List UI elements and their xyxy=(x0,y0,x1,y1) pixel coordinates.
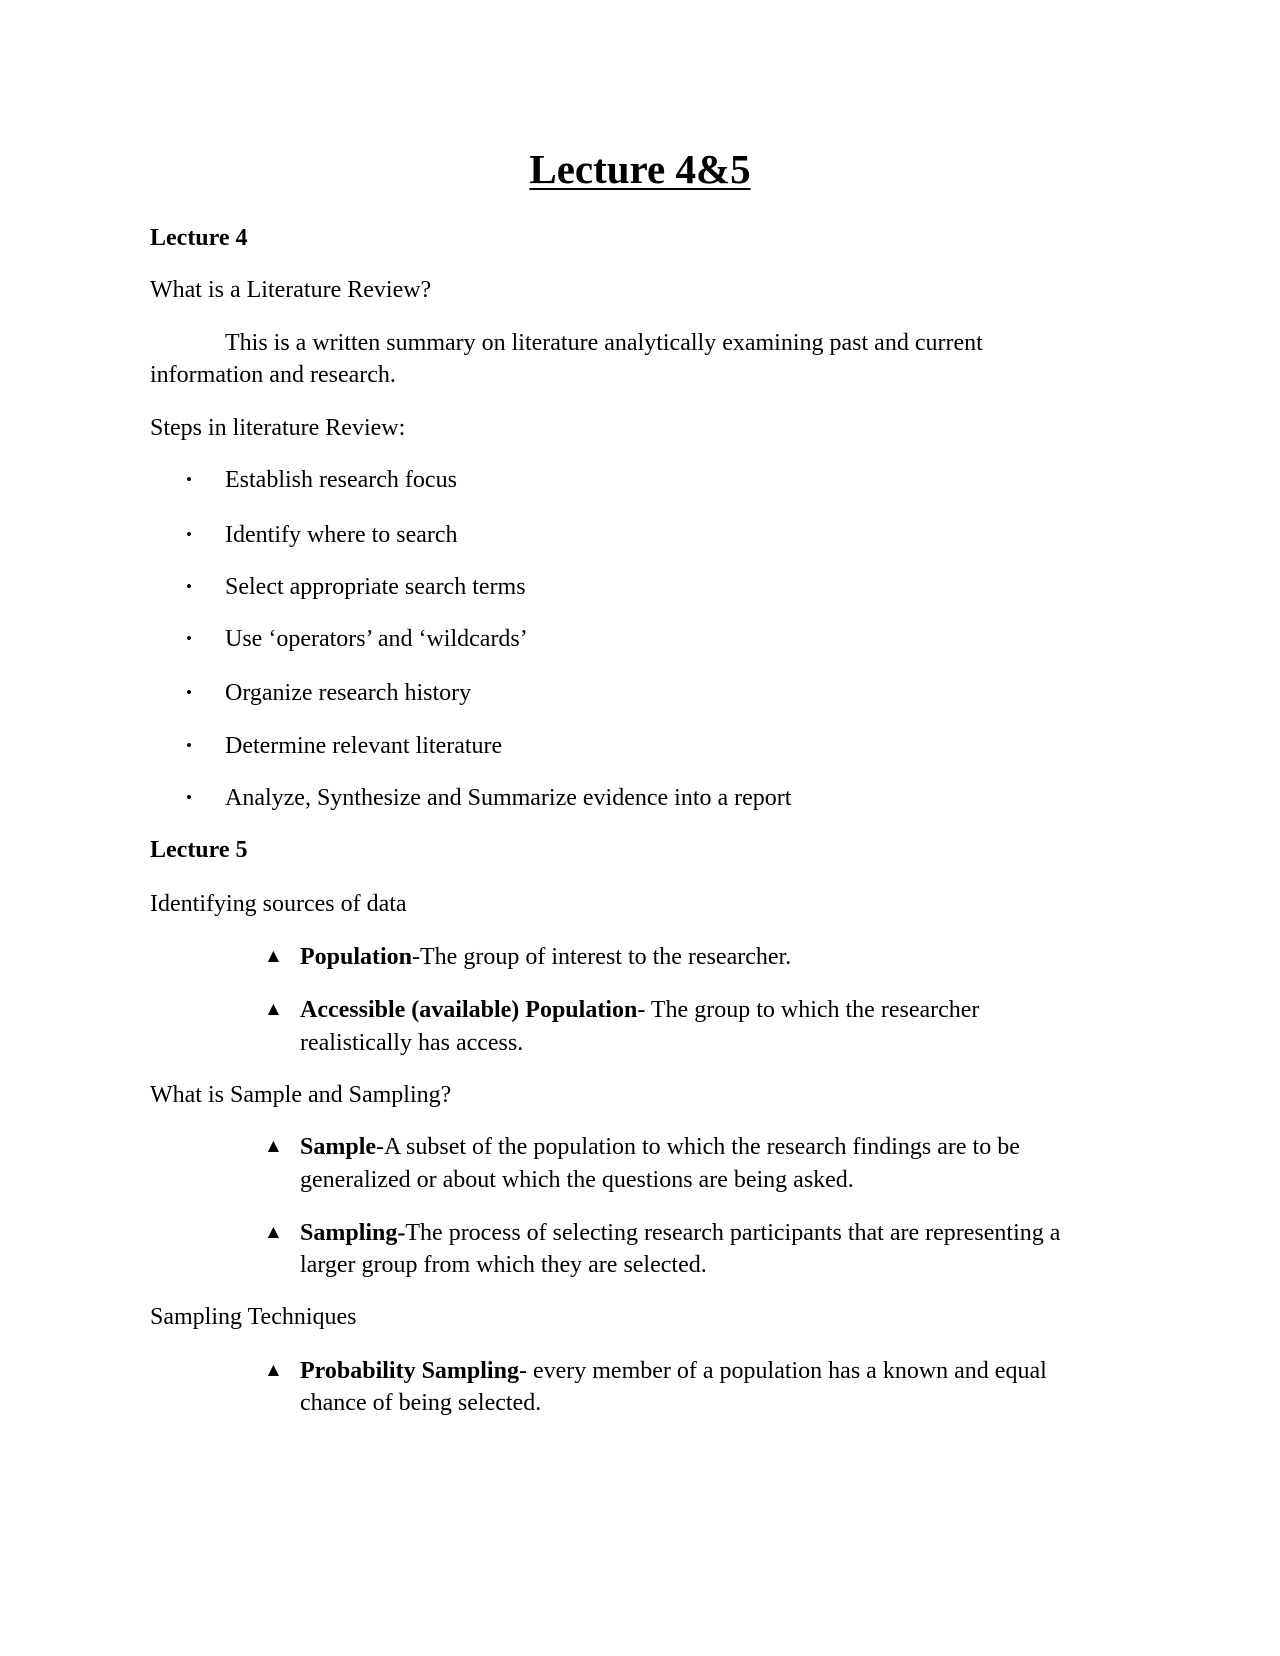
sampling-term: Sampling- xyxy=(300,1220,406,1246)
population-term: Population xyxy=(300,944,413,970)
accessible-line-1 xyxy=(300,994,979,1026)
definition-line-1: This is a written summary on literature analytically examining past and current xyxy=(225,330,983,356)
triangle-icon: ▲ xyxy=(264,1222,283,1243)
page-title xyxy=(0,143,1280,195)
bullet-icon: • xyxy=(186,683,192,702)
step-text: Analyze, Synthesize and Summarize evidence into a report xyxy=(225,785,792,811)
sampling-line-1 xyxy=(300,1217,1060,1249)
page-title-text: Lecture 4&5 xyxy=(529,146,751,192)
bullet-icon: • xyxy=(186,470,192,489)
sample-text-2: generalized or about which the questions are being asked. xyxy=(300,1167,854,1193)
step-text: Determine relevant literature xyxy=(225,733,503,759)
probability-text-2: chance of being selected. xyxy=(300,1390,542,1416)
population-text: -The group of interest to the researcher. xyxy=(412,944,792,970)
sample-text-1: -A subset of the population to which the research findings are to be xyxy=(376,1134,1020,1160)
literature-review-question: What is a Literature Review? xyxy=(150,277,432,303)
probability-term: Probability Sampling xyxy=(300,1358,519,1384)
sample-heading: What is Sample and Sampling? xyxy=(150,1082,452,1108)
probability-text-1: - every member of a population has a known and equal xyxy=(518,1358,1047,1384)
population-line xyxy=(300,941,791,973)
accessible-text-2: realistically has access. xyxy=(300,1030,524,1056)
accessible-text-1: - The group to which the researcher xyxy=(637,997,980,1023)
bullet-icon: • xyxy=(186,525,192,544)
sample-term: Sample xyxy=(300,1134,377,1160)
bullet-icon: • xyxy=(186,736,192,755)
step-text: Use ‘operators’ and ‘wildcards’ xyxy=(225,626,528,652)
step-text: Identify where to search xyxy=(225,522,458,548)
techniques-heading: Sampling Techniques xyxy=(150,1304,357,1330)
sources-heading: Identifying sources of data xyxy=(150,891,407,917)
probability-line-1 xyxy=(300,1355,1047,1387)
step-text: Organize research history xyxy=(225,680,472,706)
triangle-icon: ▲ xyxy=(264,1136,283,1157)
triangle-icon: ▲ xyxy=(264,946,283,967)
sample-line-1 xyxy=(300,1131,1020,1163)
step-text: Establish research focus xyxy=(225,467,457,493)
triangle-icon: ▲ xyxy=(264,999,283,1020)
sampling-text-1: The process of selecting research participants that are representing a xyxy=(405,1220,1061,1246)
steps-heading: Steps in literature Review: xyxy=(150,415,406,441)
definition-line-2: information and research. xyxy=(150,362,396,388)
lecture-5-heading: Lecture 5 xyxy=(150,837,248,863)
bullet-icon: • xyxy=(186,577,192,596)
bullet-icon: • xyxy=(186,629,192,648)
triangle-icon: ▲ xyxy=(264,1360,283,1381)
accessible-term: Accessible (available) Population xyxy=(300,997,638,1023)
sampling-text-2: larger group from which they are selected. xyxy=(300,1252,707,1278)
step-text: Select appropriate search terms xyxy=(225,574,526,600)
lecture-4-heading: Lecture 4 xyxy=(150,225,248,251)
bullet-icon: • xyxy=(186,788,192,807)
